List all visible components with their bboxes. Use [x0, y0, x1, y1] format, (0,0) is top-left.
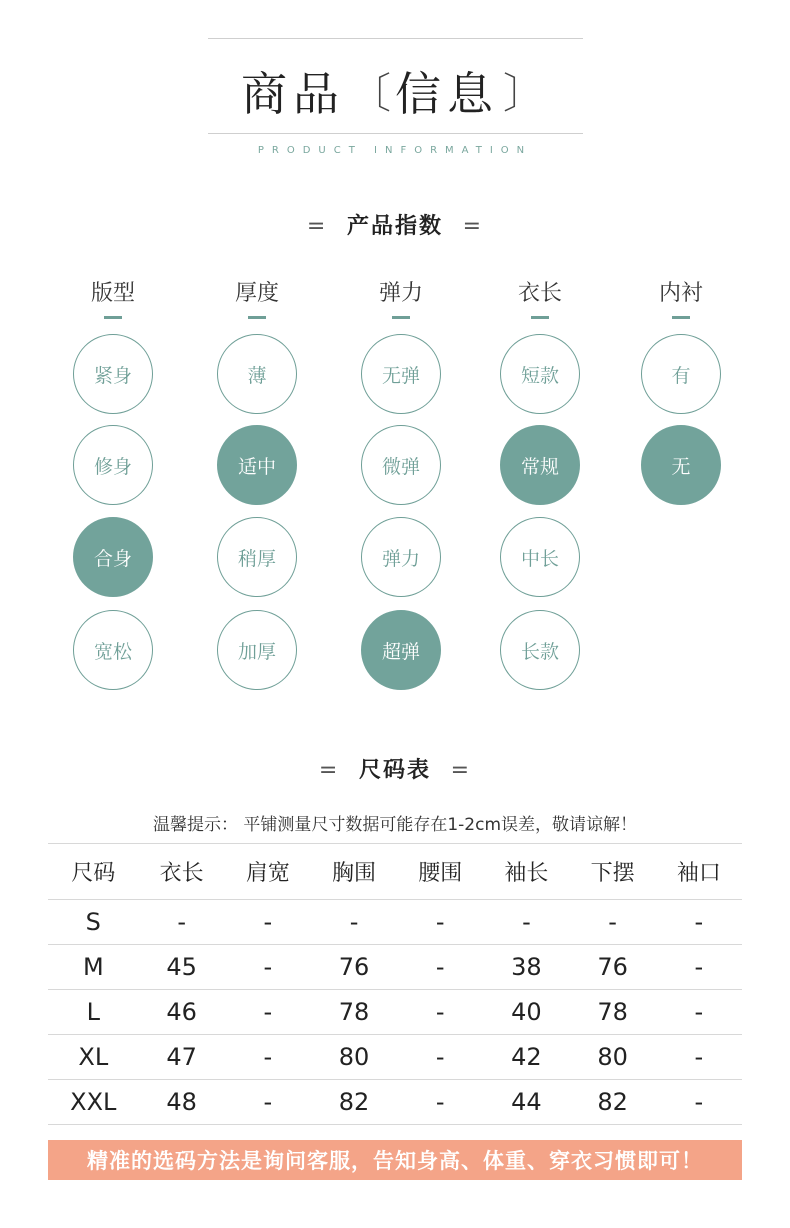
size-table-cell: 76	[311, 945, 397, 990]
heading-eq-left: =	[318, 758, 340, 783]
size-table-cell: -	[397, 945, 483, 990]
size-table-header-row	[48, 844, 742, 900]
size-table-cell: 40	[483, 990, 569, 1035]
size-table-cell: -	[139, 900, 225, 945]
size-table-cell: 47	[139, 1035, 225, 1080]
index-column-underline	[672, 316, 690, 319]
index-section-heading	[0, 209, 790, 240]
size-table-cell: 44	[483, 1080, 569, 1125]
index-option-selected: 常规	[500, 425, 580, 505]
index-option: 稍厚	[217, 517, 297, 597]
index-option: 弹力	[361, 517, 441, 597]
size-table-cell: -	[656, 1080, 742, 1125]
index-heading-text: 产品指数	[346, 214, 443, 239]
title-bracket-open: 〔	[348, 69, 391, 118]
size-table-cell: XL	[48, 1035, 139, 1080]
title-highlight: 信息	[395, 67, 499, 121]
index-option: 紧身	[73, 334, 153, 414]
header-divider-bottom	[208, 133, 583, 134]
title-main: 商品	[240, 67, 345, 121]
size-table-cell: -	[225, 900, 311, 945]
size-table-cell: -	[397, 900, 483, 945]
index-column	[207, 280, 307, 663]
index-column-underline	[104, 316, 122, 319]
size-table-row	[48, 990, 742, 1035]
index-option-selected: 超弹	[361, 610, 441, 690]
index-column-underline	[392, 316, 410, 319]
size-table-header-cell: 肩宽	[225, 844, 311, 900]
size-table-cell: L	[48, 990, 139, 1035]
index-column-underline	[531, 316, 549, 319]
index-option: 加厚	[217, 610, 297, 690]
heading-eq-right: =	[450, 758, 472, 783]
size-table-cell: -	[225, 945, 311, 990]
size-table-cell: 78	[570, 990, 656, 1035]
page-subtitle: PRODUCT INFORMATION	[257, 145, 533, 156]
size-table-cell: -	[311, 900, 397, 945]
index-option: 薄	[217, 334, 297, 414]
index-option: 宽松	[73, 610, 153, 690]
size-table-header-cell: 胸围	[311, 844, 397, 900]
size-table-cell: 76	[570, 945, 656, 990]
size-table-cell: 82	[311, 1080, 397, 1125]
size-table-body	[48, 900, 742, 1125]
size-table-header-cell: 袖长	[483, 844, 569, 900]
size-table-cell: -	[656, 990, 742, 1035]
size-table-cell: S	[48, 900, 139, 945]
index-option: 修身	[73, 425, 153, 505]
index-option-selected: 无	[641, 425, 721, 505]
index-column-underline	[248, 316, 266, 319]
index-column	[63, 280, 163, 663]
index-column-header: 内衬	[658, 281, 703, 306]
size-table-cell: -	[570, 900, 656, 945]
heading-eq-right: =	[462, 214, 484, 239]
size-table-cell: 78	[311, 990, 397, 1035]
heading-eq-left: =	[306, 214, 328, 239]
index-column-header: 弹力	[378, 281, 423, 306]
size-table-cell: 38	[483, 945, 569, 990]
size-table-row	[48, 900, 742, 945]
index-option: 微弹	[361, 425, 441, 505]
index-option: 中长	[500, 517, 580, 597]
page-title	[0, 58, 790, 124]
index-option: 长款	[500, 610, 580, 690]
header-divider-top	[208, 38, 583, 39]
size-table-cell: -	[225, 990, 311, 1035]
index-column-header: 厚度	[234, 281, 279, 306]
size-table-cell: -	[397, 990, 483, 1035]
index-option: 短款	[500, 334, 580, 414]
size-table-cell: -	[656, 1035, 742, 1080]
index-option: 有	[641, 334, 721, 414]
size-table-cell: -	[225, 1080, 311, 1125]
size-table-cell: 46	[139, 990, 225, 1035]
size-table-row	[48, 945, 742, 990]
index-column	[351, 280, 451, 663]
size-table-cell: 80	[311, 1035, 397, 1080]
size-table-cell: 80	[570, 1035, 656, 1080]
size-table-cell: XXL	[48, 1080, 139, 1125]
size-table-cell: 42	[483, 1035, 569, 1080]
size-table-header-cell: 腰围	[397, 844, 483, 900]
index-option-selected: 合身	[73, 517, 153, 597]
size-table	[48, 843, 742, 1125]
size-table-cell: -	[656, 900, 742, 945]
index-column	[631, 280, 731, 478]
size-section-heading	[0, 753, 790, 784]
size-table-row	[48, 1080, 742, 1125]
size-table-cell: 48	[139, 1080, 225, 1125]
size-table-row	[48, 1035, 742, 1080]
size-table-header-cell: 衣长	[139, 844, 225, 900]
measurement-note: 温馨提示： 平铺测量尺寸数据可能存在1-2cm误差，敬请谅解！	[152, 815, 638, 835]
size-table-cell: -	[225, 1035, 311, 1080]
index-column-header: 衣长	[517, 281, 562, 306]
sizing-tip-banner: 精准的选码方法是询问客服，告知身高、体重、穿衣习惯即可！	[48, 1140, 742, 1180]
index-option: 无弹	[361, 334, 441, 414]
size-table-cell: M	[48, 945, 139, 990]
index-column	[490, 280, 590, 663]
index-option-selected: 适中	[217, 425, 297, 505]
size-table-cell: -	[397, 1035, 483, 1080]
title-bracket-close: 〕	[503, 69, 546, 118]
size-heading-text: 尺码表	[358, 758, 431, 783]
size-table-cell: 45	[139, 945, 225, 990]
size-table-cell: -	[397, 1080, 483, 1125]
size-table-header-cell: 尺码	[48, 844, 139, 900]
size-table-cell: -	[656, 945, 742, 990]
size-table-cell: 82	[570, 1080, 656, 1125]
size-table-header-cell: 袖口	[656, 844, 742, 900]
size-table-header-cell: 下摆	[570, 844, 656, 900]
index-column-header: 版型	[90, 281, 135, 306]
size-table-cell: -	[483, 900, 569, 945]
